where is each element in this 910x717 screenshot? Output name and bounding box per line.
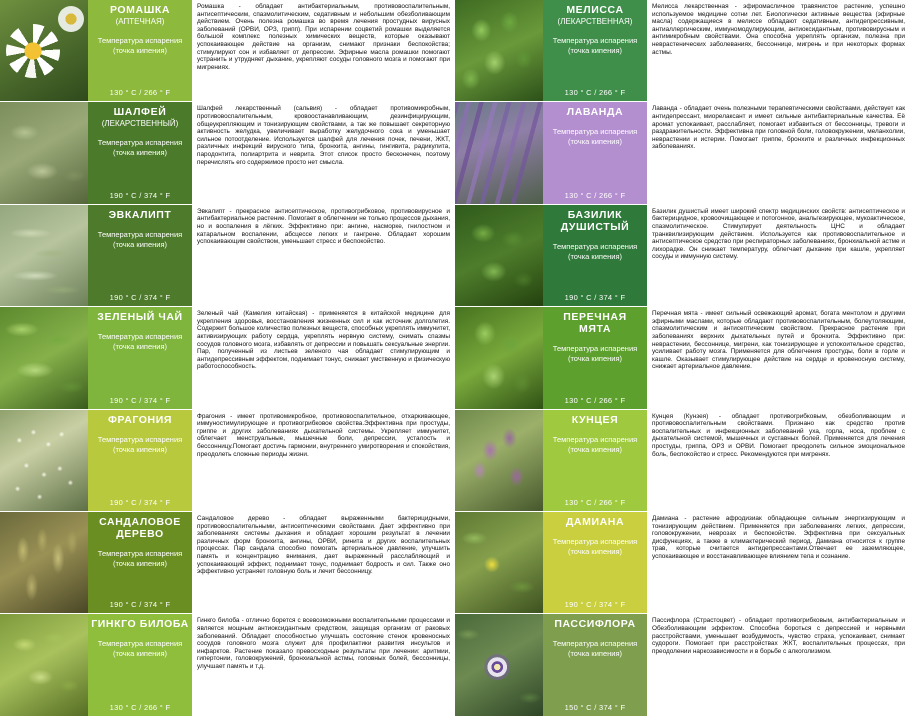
herb-description [192,512,454,613]
vaporization-temp-line1: Температура испарения [97,229,183,239]
herb-description [647,614,909,715]
vaporization-temp-line2: (точка кипения) [567,354,623,364]
herb-photo [455,205,543,306]
herb-name: ПЕРЕЧНАЯ МЯТА [563,311,627,336]
herb-card [455,307,910,409]
herb-description [647,205,909,306]
herb-description [647,410,909,511]
herb-name: РОМАШКА [109,4,171,16]
vaporization-temp-label [553,639,637,659]
herb-name: ПАССИФЛОРА [554,618,636,631]
temperature-value: 130 ° C / 266 ° F [564,88,626,98]
herb-name: ЭВКАЛИПТ [108,208,172,221]
vaporization-temp-line1: Температура испарения [97,434,183,444]
herb-name: КУНЦЕЯ [571,413,619,426]
herb-label-panel [88,307,192,408]
herb-description [647,102,909,203]
herb-name: ГИНКГО БИЛОБА [91,618,189,631]
temperature-value: 190 ° C / 374 ° F [109,190,171,200]
herb-name: ЛАВАНДА [566,106,624,119]
vaporization-temp-label [553,36,637,56]
herb-photo [0,614,88,715]
herb-name: БАЗИЛИК ДУШИСТЫЙ [560,208,630,233]
herb-subtitle: (ЛЕКАРСТВЕННЫЙ) [101,119,179,129]
herb-photo [455,307,543,408]
herb-card [0,102,455,204]
herb-photo [0,205,88,306]
herb-description [192,205,454,306]
herb-card [0,614,455,716]
vaporization-temp-line1: Температура испарения [552,36,638,45]
herb-photo [0,307,88,408]
vaporization-temp-label [553,242,637,262]
herb-card [0,205,455,307]
vaporization-temp-label [98,435,182,455]
herb-card [455,410,910,512]
herb-description [647,512,909,613]
herb-label-panel [543,205,647,306]
vaporization-temp-line1: Температура испарения [97,332,183,342]
herb-label-panel [88,205,192,306]
herb-description [192,410,454,511]
herb-card [455,102,910,204]
vaporization-temp-line1: Температура испарения [552,241,638,251]
herb-description-text: Зеленый чай (Камелия китайская) - применяется в китайской медицине для укрепления здоровья, восстановления жизненных сил и как источник долголетия. Содержит большое количество полезных веществ, способных укреплять иммунитет, активизирующих работу сердца, укреплять нервную систему, снимать спазмы сосудов головного мозга, избавлять от депрессии и повышать сексуальные энергии. Пар, полученный из листьев зеленого чая обладает стимулирующим и антидепрессивным эффектом, поднимает тонус, снижает умственную и физическую работоспособность. [197,310,450,371]
herb-card [0,307,455,409]
vaporization-temp-label [98,36,182,56]
vaporization-temp-line2: (точка кипения) [567,137,623,147]
herb-description-text: Ромашка - обладает антибактериальным, противовоспалительным, антисептическим, спазмолитическим, седативным и небольшим обезболивающим действием. Очень полезна ромашка во время лечения простудных вирусных заболеваний (ОРВИ, ОРЗ, грипп). При испарении соцветий ромашки выделяется большой комплекс полезных химических веществ, которые оказывают успокаивающее действие на организм, снимают признаки беспокойства; стимулируют сон и избавляет от депрессии. Эфирные масла ромашки помогают устранить и утрудняет дыхание, укрепляют сосуды головного мозга и помогают при мигрениях. [197,3,450,71]
vaporization-temp-line2: (точка кипения) [112,649,168,659]
herb-description-text: Сандаловое дерево - обладает выраженными бактерицидными, противовоспалительными, антисептическими свойствами. Дает эффективно при заболеваниях системы дыхания и обладает хорошим результат в лечении различных форм бронхита, ангины, ОРВИ, ринита и других воспалительных процессах. Пар сандала способно помогать артериальное давление, улучшить память и концентрацию внимания, дает выраженный расслабляющий и успокаивающий эффект, поднимает тонус, поднимает бодрость и сил. Также оно эффективно устраняет головную боль и лечит бессонницу. [197,514,450,576]
herb-card [455,0,910,102]
herb-label-panel [543,512,647,613]
herb-label-panel [543,614,647,715]
herb-card [0,410,455,512]
temperature-value: 190 ° C / 374 ° F [109,600,171,610]
herb-photo [455,102,543,203]
herb-card [0,0,455,102]
herb-label-panel [88,102,192,203]
temperature-value: 190 ° C / 374 ° F [109,497,171,507]
herb-description-text: Лаванда - обладает очень полезными терапевтическими свойствами, действует как антидепрессант, миорелаксант и имеет сильные антибактериальные качества. Её аромат успокаивает, расслабляет, помогает избавиться от бессонницы, тревоги и раздражительности. Эффективна при головной боли, головокружении, меланхолии, неврастении и истерии. Помогает гриппе, бронхите и различных инфекционных заболеваниях. [652,105,905,151]
temperature-value: 130 ° C / 266 ° F [564,395,626,405]
vaporization-temp-line2: (точка кипения) [112,239,168,249]
vaporization-temp-line1: Температура испарения [552,344,638,354]
herb-photo [455,0,543,101]
temperature-value: 130 ° C / 266 ° F [564,497,626,507]
temperature-value: 150 ° C / 374 ° F [564,702,626,712]
herb-label-panel [88,614,192,715]
herb-description-text: Мелисса лекарственная - эфиромасличное травянистое растение, успешно используемое медицине сотни лет. Биологически активные вещества (эфирные масла) содержащиеся в мелиссе обладают седативным, антидепрессивным, антиаллергическим, иммуномодулирующим, антиоксидантным, противовирусным и антимикробным свойствами. Она способна укреплять организм, полезна при неврастенических заболеваниях, бессоннице, мигрень и при некоторых формах астмы. [652,3,905,56]
vaporization-temp-line2: (точка кипения) [112,148,168,158]
herb-name: САНДАЛОВОЕ ДЕРЕВО [99,515,181,540]
vaporization-temp-label [553,127,637,147]
vaporization-temp-label [553,435,637,455]
herb-card [455,614,910,716]
vaporization-temp-line1: Температура испарения [97,138,183,148]
herb-description-text: Кунцея (Кунзея) - обладает противогрибковым, обезболивающим и противовоспалительным свойствами. Признано как средство против воспалительных и инфекционных заболеваний уха, горла, носа, проблем с дыхательной системой, мышечных и суставных болей. Применяется для лечения простуды, гриппа, ОРЗ и ОРВИ. Помогает преодолеть сильное эмоциональное боль, беспокойство и стресс. Рекомендуются при мигренях. [652,412,905,458]
vaporization-temp-label [98,138,182,158]
herb-description [192,0,454,101]
herb-photo [455,410,543,511]
herb-description-text: Дамиана - растение афродизиак обладающее сильным энергизирующим и тонизирующим действием. Применяется при заболеваниях легких, депрессии, головокружении, неврозах и беспокойстве. Эффективна при сексуальных дисфункциях, а также в климактерический период. Дамиана относится к группе трав, которые считается антидепрессантами.Отвечает ее заземляющее, успокаивающее и восстанавливающее влиянием тела и сознание. [652,514,905,560]
herb-name: ЗЕЛЕНЫЙ ЧАЙ [97,311,183,324]
vaporization-temp-line2: (точка кипения) [112,46,168,55]
vaporization-temp-label [553,537,637,557]
temperature-value: 190 ° C / 374 ° F [564,293,626,303]
herb-label-panel [88,410,192,511]
vaporization-temp-line2: (точка кипения) [567,46,623,55]
vaporization-temp-line2: (точка кипения) [567,444,623,454]
vaporization-temp-line2: (точка кипения) [112,558,168,568]
herb-subtitle: (АПТЕЧНАЯ) [115,17,165,26]
herb-description-text: Базилик душистый имеет широкий спектр медицинских свойств: антисептическое и бактерицидное, кровоочищающее и потогонное, анальгезирующее, мукоактическое, спазмолитическое. Стимулирует деятельность ЦНС и обладает транквилизирующим действием. Используется как противовоспалительное и антисептическое средство при респираторных заболеваниях, бронхиальной астме и лихорадке. Он снижает температуру, облегчает дыхание при кашле, укрепляет сосуды и иммунную систему. [652,207,905,261]
herb-photo [455,614,543,715]
herb-photo [455,512,543,613]
herb-description [647,307,909,408]
herb-card [455,205,910,307]
vaporization-temp-line2: (точка кипения) [112,342,168,352]
vaporization-temp-line2: (точка кипения) [567,649,623,659]
vaporization-temp-label [98,639,182,659]
herb-description-text: Гинкго билоба - отлично борется с всевозможными воспалительными процессами и является мощным антиоксидантным средством, защищая организм от раковых заболеваний. Обладает способностью улучшать состояние стенок кровеносных сосудов головного мозга служит для профилактики развития инсультов и инфарктов. Растение показало превосходные результаты при лечении: аритмии, гипертонии, головокружений, бронхиальной астмы, головных болей, бессонницы, улучшает память и т.д. [197,617,450,670]
temperature-value: 130 ° C / 266 ° F [109,88,171,98]
herb-photo [0,0,88,101]
herb-card [0,512,455,614]
herb-description [192,614,454,715]
temperature-value: 130 ° C / 266 ° F [109,702,171,712]
herb-label-panel [88,512,192,613]
herb-card [455,512,910,614]
herb-description-text: Шалфей лекарственный (сальвия) - обладает противомикробным, противовоспалительным, кровоостанавливающим, дезинфицирующим, общеукрепляющим и тонизирующим свойствами, а так же повышает секреторную активность желудка, увеличивает выработку желудочного сока и уменьшает сильное потоотделение. Используется шалфей для лечения почек, печени, ЖКТ, различных инфекций вирусного типа, бронхита, ангины, гингивита, радикулита, пародонтита, полиартрита и неврита. Этот список просто бесконечен, поэтому перечислять его содержимое просто нет смысла. [197,105,450,166]
herb-description-text: Фрагония - имеет противомикробное, противовоспалительное, отхаркивающее, иммуностимулирующее и противогрибковое свойства.Эффективна при простуды, гриппе и других заболеваниях дыхательной системы. Укрепляет иммунитет, облегчает менструальные, мышечные боли, депрессии, усталость и бессонницу.Помогает достичь гармонии, внутреннего умиротворения и спокойствия, преодолеть сложные периоды жизни. [197,412,450,458]
herb-description [647,0,909,101]
vaporization-temp-line2: (точка кипения) [567,546,623,556]
herb-name: ДАМИАНА [565,515,625,528]
vaporization-temp-line1: Температура испарения [552,536,638,546]
herb-photo [0,512,88,613]
vaporization-temp-line2: (точка кипения) [112,444,168,454]
vaporization-temp-line1: Температура испарения [552,639,638,649]
herb-label-panel [543,410,647,511]
vaporization-temp-line1: Температура испарения [97,36,183,45]
vaporization-temp-label [98,549,182,569]
herb-description [192,307,454,408]
temperature-value: 130 ° C / 266 ° F [564,190,626,200]
herb-name: МЕЛИССА [566,4,624,16]
temperature-value: 190 ° C / 374 ° F [109,293,171,303]
herb-subtitle: (ЛЕКАРСТВЕННАЯ) [557,17,633,26]
herb-photo [0,102,88,203]
herb-label-panel [543,0,647,101]
vaporization-temp-line2: (точка кипения) [567,251,623,261]
herb-name: ФРАГОНИЯ [107,413,173,426]
herb-description-text: Эвкалипт - прекрасное антисептическое, противогрибковое, противовирусное и антибактериальное растение. Помогает в облегчении не только процессов дыхания, но и воспаления в лёгких. Эффективно при: ангине, насморке, гнилостном и катаральном воспалении, абсцессе легких и гангрене. Обладает хорошим успокаивающим свойством, уменьшает стресс и беспокойство. [197,207,450,246]
vaporization-temp-label [98,230,182,250]
temperature-value: 190 ° C / 374 ° F [109,395,171,405]
herb-photo [0,410,88,511]
herb-name: ШАЛФЕЙ [113,106,167,119]
vaporization-temp-line1: Температура испарения [552,434,638,444]
herb-label-panel [543,307,647,408]
vaporization-temp-line1: Температура испарения [97,548,183,558]
herb-description [192,102,454,203]
herb-description-text: Перечная мята - имеет сильный освежающий аромат, богата ментолом и другими эфирными маслами, которые обладают противовоспалительным, болеутоляющим, спазмолитическим и антисептическим свойством. Прекрасное растение при заболеваниях верхних дыхательных путей и бронхита. Эффективно при: неврастении, бессоннице, мигрени, как тонизирующее и успокоительное средство, усиливает работу мозга. Применяется для облегчения простуды, боли в горле и кашле. Оказывает стимулирующее действие на сердце и кровеносную систему, снижает артериальное давление. [652,310,905,371]
herb-label-panel [88,0,192,101]
vaporization-temp-label [98,332,182,352]
herb-description-text: Пассифлора (Страстоцвет) - обладает противогрибковым, антибактериальным и Обезболивающим эффектом. Способна бороться с депрессией и нервными расстройствами, уменьшает возбудимость, чувство страха, успокаивает, снимает судороги. Помогает при расстройствах ЖКТ, воспалительных процессах, при преодолении наркозависимости и в борьбе с алкоголизмом. [652,617,905,655]
vaporization-temp-line1: Температура испарения [97,639,183,649]
herb-label-panel [543,102,647,203]
vaporization-temp-label [553,344,637,364]
vaporization-temp-line1: Температура испарения [552,127,638,137]
temperature-value: 190 ° C / 374 ° F [564,600,626,610]
